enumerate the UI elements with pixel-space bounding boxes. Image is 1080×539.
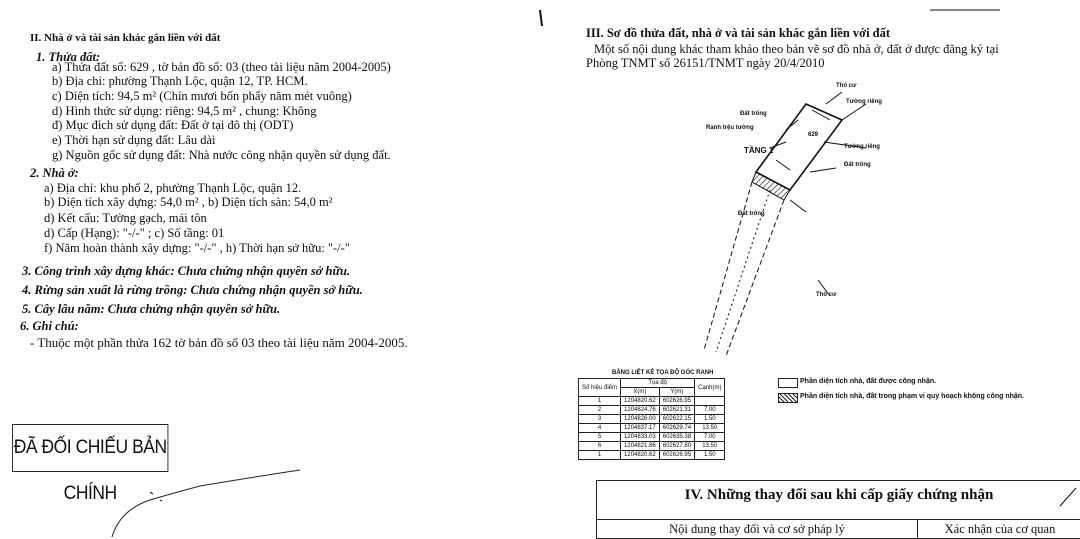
house-area: b) Diện tích xây dựng: 54,0 m² , b) Diện tích sàn: 54,0 m² xyxy=(44,195,333,209)
label-floor-1: TẦNG 1 xyxy=(744,146,774,155)
label-dat-trong-3: Đất trống xyxy=(738,211,765,217)
house-year: f) Năm hoàn thành xây dựng: "-/-" , h) Thời hạn sở hữu: "-/-" xyxy=(44,241,350,255)
coords-cell: 1204833.03 xyxy=(621,433,660,442)
house-grade: d) Cấp (Hạng): "-/-" ; c) Số tầng: 01 xyxy=(44,226,225,240)
coords-cell: 1204826.00 xyxy=(621,415,660,424)
land-purpose: đ) Mục đích sử dụng đất: Đất ở tại đô thị (ODT) xyxy=(52,118,294,132)
diagram-reference-line2: Phòng TNMT số 26151/TNMT ngày 20/4/2010 xyxy=(586,56,825,70)
section-ii-header: II. Nhà ở và tài sản khác gắn liền với đất xyxy=(30,32,221,44)
land-term: e) Thời hạn sử dụng đất: Lâu dài xyxy=(52,133,216,147)
label-tuong-rieng-2: Tường riêng xyxy=(844,144,880,150)
house-section-title: 2. Nhà ở: xyxy=(30,166,79,180)
changes-col-confirmation: Xác nhận của cơ quan xyxy=(944,522,1056,536)
coords-cell: 602627.80 xyxy=(659,442,694,451)
coords-cell: 602626.95 xyxy=(659,451,694,460)
label-tho-cu-top: Thổ cư xyxy=(836,83,857,89)
label-dat-trong-1: Đất trống xyxy=(740,111,767,117)
label-tho-cu-bottom: Thổ cư xyxy=(816,292,837,298)
legend-planning-text: Phần diện tích nhà, đất trong phạm vi quy hoạch không công nhận. xyxy=(800,393,1025,400)
coords-cell: 2 xyxy=(579,406,621,415)
production-forest: 4. Rừng sản xuất là rừng trồng: Chưa chứng nhận quyền sở hữu. xyxy=(22,283,363,297)
coords-cell: 1.50 xyxy=(695,415,725,424)
house-structure: d) Kết cấu: Tường gạch, mái tôn xyxy=(44,211,207,225)
land-address: b) Địa chỉ: phường Thạnh Lộc, quận 12, TP. HCM. xyxy=(52,74,308,88)
coords-cell: 602621.31 xyxy=(659,406,694,415)
coords-cell: 13.50 xyxy=(695,424,725,433)
coords-cell: 602629.74 xyxy=(659,424,694,433)
legend-recognized-text: Phần diện tích nhà, đất được công nhận. xyxy=(800,378,937,385)
land-section-title: 1. Thửa đất: xyxy=(36,50,101,64)
coords-table-title: BẢNG LIỆT KÊ TỌA ĐỘ GÓC RANH xyxy=(612,370,714,376)
land-origin: g) Nguồn gốc sử dụng đất: Nhà nước công nhận quyền sử dụng đất. xyxy=(52,148,391,162)
coords-cell: 13.50 xyxy=(695,442,725,451)
coords-cell: 1204821.86 xyxy=(621,442,660,451)
section-iii-header: III. Sơ đồ thửa đất, nhà ở và tài sản khác gắn liền với đất xyxy=(586,26,891,40)
changes-section-title: IV. Những thay đổi sau khi cấp giấy chứng nhận xyxy=(684,487,994,503)
house-address: a) Địa chỉ: khu phố 2, phường Thạnh Lộc, quận 12. xyxy=(44,181,302,195)
changes-col-content: Nội dung thay đổi và cơ sở pháp lý xyxy=(597,520,918,539)
coords-cell: 1 xyxy=(579,397,621,406)
coords-cell: 5 xyxy=(579,433,621,442)
coords-cell: 602626.95 xyxy=(659,397,694,406)
label-tuong-rieng-1: Tường riêng xyxy=(846,99,882,105)
label-ranh-tuong: Ranh trệu tường xyxy=(706,125,754,131)
coords-cell: 7.00 xyxy=(695,406,725,415)
coords-header-coord: Tọa độ xyxy=(621,379,695,388)
coords-header-point: Số hiệu điểm xyxy=(579,379,621,397)
label-dat-trong-2: Đất trống xyxy=(844,162,871,168)
label-lot-number: 629 xyxy=(808,132,819,138)
coords-cell: 4 xyxy=(579,424,621,433)
land-usage-form: d) Hình thức sử dụng: riêng: 94,5 m² , chung: Không xyxy=(52,104,317,118)
land-area: c) Diện tích: 94,5 m² (Chín mươi bốn phẩy năm mét vuông) xyxy=(52,89,352,103)
coords-cell: 1 xyxy=(579,451,621,460)
coords-cell: 1204820.62 xyxy=(621,397,660,406)
diagram-reference-line1: Một số nội dung khác tham khảo theo bản vẽ sơ đồ nhà ở, đất ở được đăng ký tại xyxy=(594,42,999,56)
coords-cell: 7.00 xyxy=(695,433,725,442)
other-construction: 3. Công trình xây dựng khác: Chưa chứng nhận quyền sở hữu. xyxy=(22,264,351,278)
coords-cell: 602635.38 xyxy=(659,433,694,442)
notes-title: 6. Ghi chú: xyxy=(20,319,79,333)
coords-cell: 1204820.62 xyxy=(621,451,660,460)
notes-text: - Thuộc một phần thửa 162 tờ bản đồ số 03 theo tài liệu năm 2004-2005. xyxy=(30,335,408,350)
coords-cell: 1.50 xyxy=(695,451,725,460)
land-lot-number: a) Thửa đất số: 629 , tờ bản đồ số: 03 (theo tài liệu năm 2004-2005) xyxy=(52,60,391,74)
coords-cell: 1204824.76 xyxy=(621,406,660,415)
coords-header-edge: Cạnh(m) xyxy=(695,379,725,397)
coords-cell: 6 xyxy=(579,442,621,451)
certified-copy-stamp: ĐÃ ĐỐI CHIẾU BẢN CHÍNH xyxy=(12,424,168,472)
coords-header-y: Y(m) xyxy=(659,388,694,397)
coords-cell: 1204837.17 xyxy=(621,424,660,433)
coords-cell: 3 xyxy=(579,415,621,424)
coords-cell: 602622.15 xyxy=(659,415,694,424)
perennial-trees: 5. Cây lâu năm: Chưa chứng nhận quyền sở hữu. xyxy=(22,302,281,316)
coords-header-x: X(m) xyxy=(621,388,660,397)
